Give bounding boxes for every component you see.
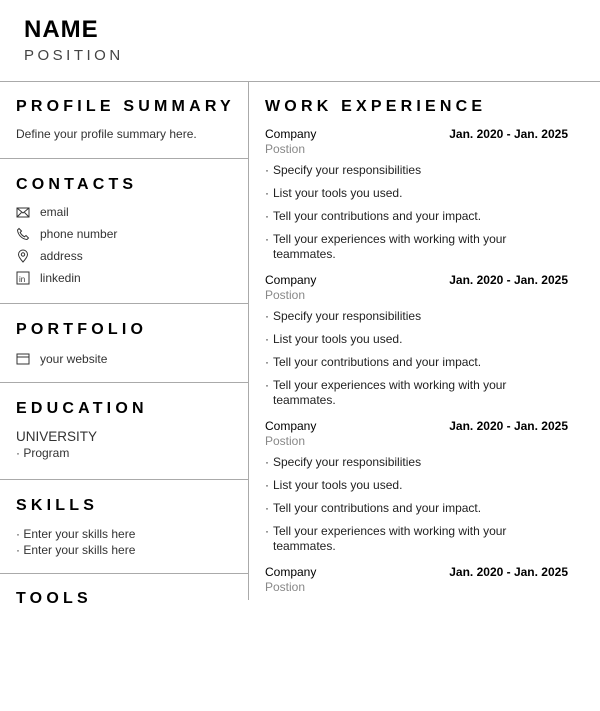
job-position: Postion	[265, 580, 306, 594]
dates: Jan. 2020 - Jan. 2025	[449, 419, 568, 433]
location-icon	[16, 249, 30, 263]
contact-linkedin	[16, 267, 248, 289]
job-bullet: · Tell your experiences with working with your teammates.	[265, 524, 568, 554]
portfolio-website[interactable]	[16, 348, 248, 370]
job-position: Postion	[265, 142, 306, 156]
contact-email	[16, 201, 248, 223]
tools-section	[0, 574, 248, 634]
section-title: PROFILE SUMMARY	[16, 98, 235, 115]
job-bullet: · List your tools you used.	[265, 478, 568, 493]
skills-section	[0, 480, 248, 574]
company: Company	[265, 565, 317, 579]
contact-address	[16, 245, 248, 267]
contact-label: phone number	[40, 227, 118, 241]
university: UNIVERSITY	[16, 429, 98, 444]
company: Company	[265, 273, 317, 287]
dates: Jan. 2020 - Jan. 2025	[449, 127, 568, 141]
linkedin-icon	[16, 271, 30, 285]
contact-label: email	[40, 205, 69, 219]
portfolio-section	[0, 304, 248, 383]
job-header	[265, 419, 568, 434]
section-title: TOOLS	[16, 590, 92, 607]
job-bullet: · Specify your responsibilities	[265, 309, 568, 324]
contacts-section	[0, 159, 248, 304]
job-bullet: · Tell your contributions and your impact.	[265, 501, 568, 516]
section-title: SKILLS	[16, 497, 99, 514]
job-header	[265, 273, 568, 288]
column-divider	[248, 81, 249, 600]
job-bullet: · Tell your experiences with working with your teammates.	[265, 378, 568, 408]
education-section	[0, 383, 248, 480]
job-bullet: · List your tools you used.	[265, 332, 568, 347]
job-position: Postion	[265, 288, 306, 302]
job-bullet: · Tell your experiences with working with your teammates.	[265, 232, 568, 262]
contact-phone	[16, 223, 248, 245]
job-bullet: · Tell your contributions and your impact.	[265, 355, 568, 370]
svg-text:in: in	[19, 275, 26, 284]
job-bullet: · Specify your responsibilities	[265, 163, 568, 178]
section-title: CONTACTS	[16, 176, 138, 193]
phone-icon	[16, 227, 30, 241]
program: · Program	[16, 446, 70, 460]
job-header	[265, 565, 568, 580]
mail-icon	[16, 205, 30, 219]
profile-text: Define your profile summary here.	[16, 127, 197, 141]
skill-item: · Enter your skills here	[16, 543, 136, 557]
website-label: your website	[40, 352, 108, 366]
section-title: EDUCATION	[16, 400, 148, 417]
browser-icon	[16, 352, 30, 366]
job-bullet: · Specify your responsibilities	[265, 455, 568, 470]
contact-label: address	[40, 249, 83, 263]
skill-item: · Enter your skills here	[16, 527, 136, 541]
company: Company	[265, 127, 317, 141]
resume-position: POSITION	[24, 47, 124, 64]
profile-section	[0, 82, 248, 159]
job-header	[265, 127, 568, 142]
resume-name: NAME	[24, 16, 99, 43]
job-bullet: · List your tools you used.	[265, 186, 568, 201]
dates: Jan. 2020 - Jan. 2025	[449, 565, 568, 579]
job-position: Postion	[265, 434, 306, 448]
job-bullet: · Tell your contributions and your impact.	[265, 209, 568, 224]
section-title: WORK EXPERIENCE	[265, 98, 487, 115]
job-entry	[265, 127, 568, 273]
company: Company	[265, 419, 317, 433]
section-title: PORTFOLIO	[16, 321, 148, 338]
job-entry	[265, 419, 568, 565]
dates: Jan. 2020 - Jan. 2025	[449, 273, 568, 287]
work-experience-section	[265, 97, 568, 711]
job-entry	[265, 565, 568, 711]
job-entry	[265, 273, 568, 419]
contact-label: linkedin	[40, 271, 81, 285]
